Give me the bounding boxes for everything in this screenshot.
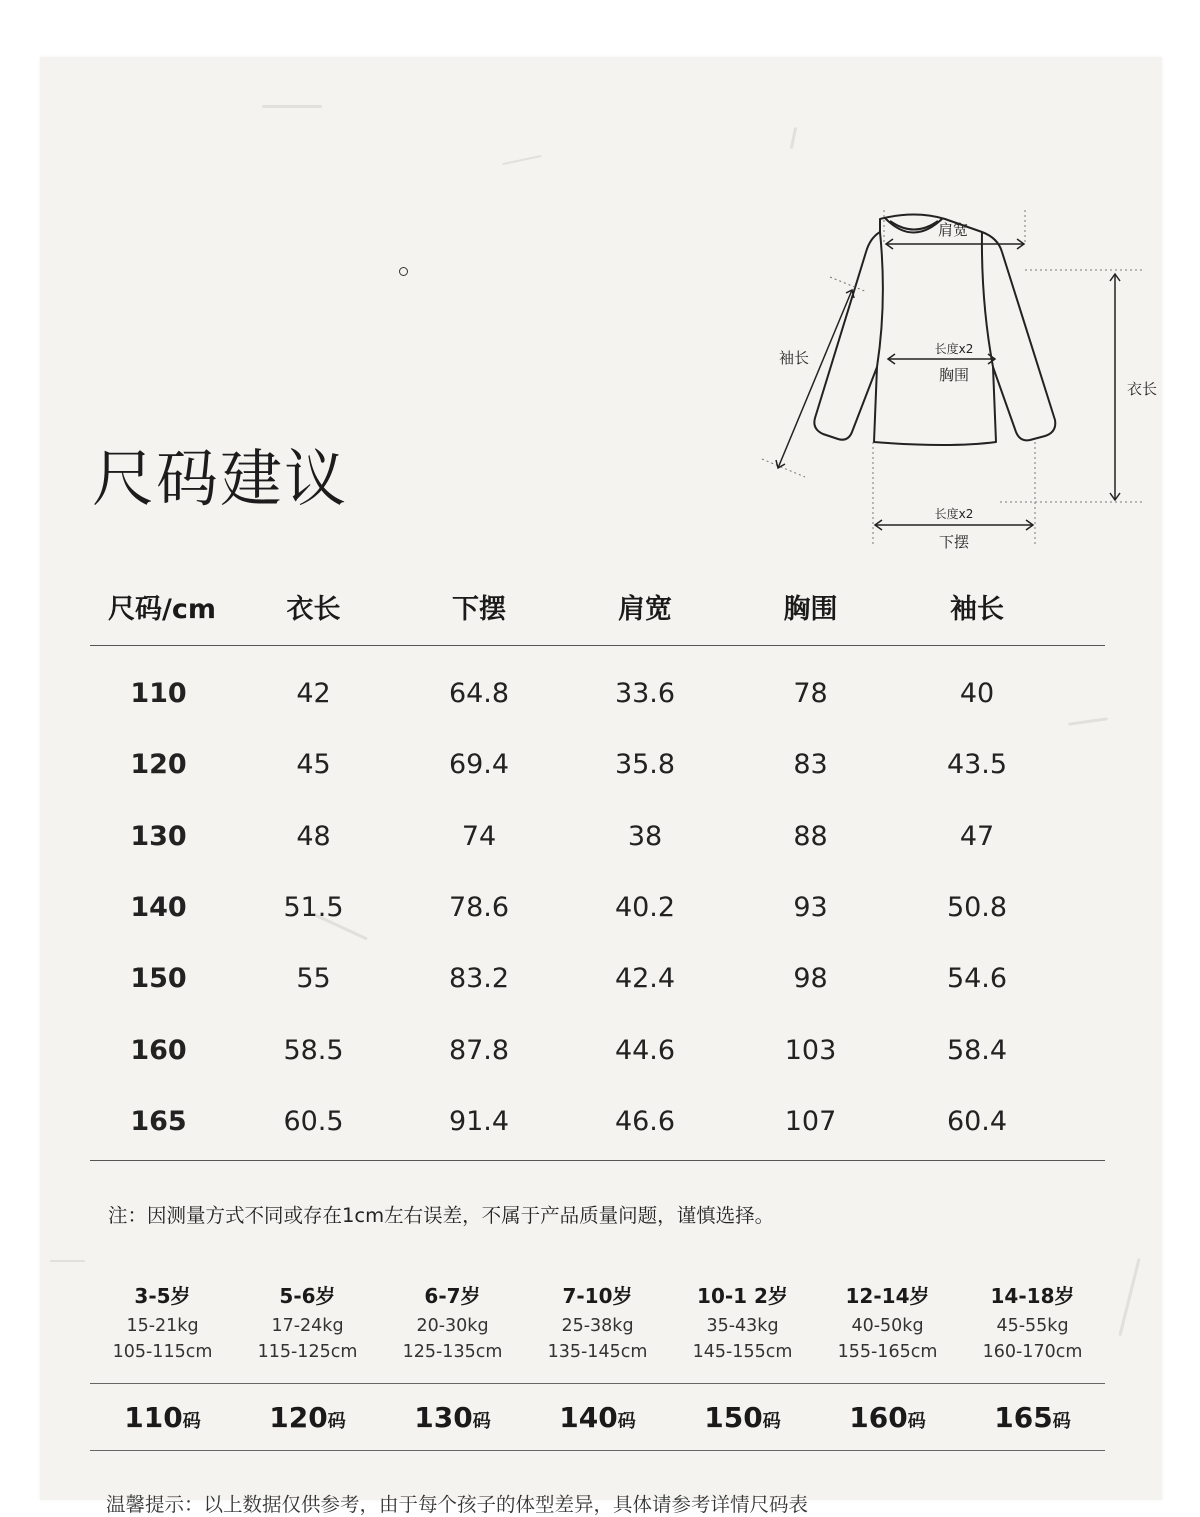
measurement-cell: 33.6 [614,678,676,710]
page-title: 尺码建议 [92,442,349,515]
age-range: 12-14岁 [845,1284,930,1308]
measurement-cell: 83 [793,749,828,781]
paper-fleck [1118,1258,1140,1336]
height-range: 135-145cm [547,1342,648,1362]
paper-fleck [790,127,798,149]
size-cell: 130 [130,820,187,852]
size-table [90,567,1105,1161]
size-code-unit: 码 [617,1410,636,1432]
header-chest: 胸围 [783,593,838,625]
age-size-guide [90,1279,1105,1451]
measurement-cell: 74 [461,820,497,852]
height-range: 145-155cm [692,1342,793,1362]
measurement-cell: 35.8 [614,749,676,781]
size-code-unit: 码 [327,1410,346,1432]
weight-range: 40-50kg [851,1316,924,1336]
measurement-cell: 46.6 [614,1105,676,1137]
age-range: 10-1 2岁 [697,1284,788,1308]
measurement-cell: 93 [793,892,828,924]
diagram-label-length: 衣长 [1126,380,1158,398]
size-code-number: 120 [269,1400,328,1434]
measurement-cell: 40.2 [614,892,676,924]
measurement-cell: 48 [296,820,331,852]
measurement-note: 注：因测量方式不同或存在1cm左右误差，不属于产品质量问题，谨慎选择。 [108,1204,775,1227]
age-column [815,1279,960,1365]
header-hem: 下摆 [452,593,506,625]
measurement-cell: 107 [784,1105,837,1137]
header-size: 尺码/cm [108,593,216,625]
size-code [670,1401,815,1434]
size-code [960,1401,1105,1434]
header-length: 衣长 [286,593,341,625]
diagram-label-chest-note: 长度x2 [934,342,974,356]
measurement-cell: 103 [784,1034,837,1066]
measurement-cell: 51.5 [283,892,344,924]
table-row [90,1014,1105,1085]
measurement-cell: 38 [627,820,663,852]
paper-fleck [262,105,322,108]
size-code-unit: 码 [907,1410,926,1432]
size-guide-sheet [40,57,1162,1516]
measurement-cell: 43.5 [946,749,1008,781]
weight-range: 15-21kg [126,1316,199,1336]
size-table-header [90,567,1105,646]
age-column [90,1279,235,1365]
measurement-cell: 45 [296,749,331,781]
size-table-body [90,646,1105,1157]
weight-range: 45-55kg [996,1316,1069,1336]
measurement-cell: 54.6 [946,963,1008,995]
size-code-unit: 码 [472,1410,491,1432]
age-range: 5-6岁 [279,1284,336,1308]
age-range: 6-7岁 [424,1284,481,1308]
measurement-cell: 44.6 [614,1034,676,1066]
size-cell: 160 [130,1034,187,1066]
measurement-cell: 60.4 [946,1105,1008,1137]
size-code-unit: 码 [1052,1410,1071,1432]
age-column [670,1279,815,1365]
measurement-cell: 50.8 [946,892,1008,924]
measurement-cell: 87.8 [448,1034,510,1066]
header-sleeve: 袖长 [950,593,1004,625]
size-code [380,1401,525,1434]
age-column [235,1279,380,1365]
size-code-number: 150 [704,1400,763,1434]
paper-fleck [50,1260,85,1262]
size-code [235,1401,380,1434]
height-range: 155-165cm [837,1342,938,1362]
measurement-cell: 64.8 [448,678,510,710]
weight-range: 17-24kg [271,1316,344,1336]
table-divider [90,1160,1105,1161]
measurement-cell: 78 [793,678,828,710]
size-code-number: 130 [414,1400,473,1434]
measurement-cell: 40 [959,678,995,710]
size-code-number: 160 [849,1400,908,1434]
size-code [90,1401,235,1434]
diagram-label-hem-note: 长度x2 [934,507,974,521]
size-code-number: 140 [559,1400,618,1434]
diagram-labels [730,152,1158,551]
size-cell: 165 [130,1105,187,1137]
age-range: 7-10岁 [562,1284,633,1308]
diagram-label-sleeve: 袖长 [778,349,810,367]
weight-range: 35-43kg [706,1316,779,1336]
measurement-cell: 47 [959,820,995,852]
table-row [90,801,1105,872]
warm-tip: 温馨提示：以上数据仅供参考，由于每个孩子的体型差异，具体请参考详情尺码表 [106,1493,809,1516]
height-range: 105-115cm [112,1342,213,1362]
measurement-cell: 98 [793,963,828,995]
small-circle-mark [399,267,408,276]
table-row [90,1086,1105,1157]
height-range: 160-170cm [982,1342,1083,1362]
size-code [525,1401,670,1434]
measurement-cell: 42.4 [614,963,676,995]
size-cell: 110 [130,678,187,710]
size-code-unit: 码 [762,1410,781,1432]
size-cell: 120 [130,749,187,781]
age-column [525,1279,670,1365]
size-code-number: 110 [124,1400,183,1434]
size-cell: 140 [130,892,187,924]
measurement-cell: 69.4 [448,749,510,781]
measurement-cell: 58.5 [283,1034,344,1066]
header-shoulder: 肩宽 [618,593,672,625]
sweatshirt-diagram [730,152,1158,551]
measurement-cell: 78.6 [448,892,510,924]
measurement-cell: 42 [296,678,331,710]
diagram-label-chest: 胸围 [938,366,970,384]
size-code-number: 165 [994,1400,1053,1434]
table-row [90,943,1105,1014]
measurement-cell: 91.4 [448,1105,510,1137]
measurement-cell: 60.5 [283,1105,344,1137]
measurement-cell: 83.2 [448,963,510,995]
diagram-label-hem: 下摆 [938,533,970,551]
age-range: 3-5岁 [134,1284,191,1308]
weight-range: 25-38kg [561,1316,634,1336]
size-code [815,1401,960,1434]
diagram-label-shoulder: 肩宽 [937,221,969,239]
measurement-cell: 55 [296,963,331,995]
age-column [960,1279,1105,1365]
size-cell: 150 [130,963,187,995]
size-code-unit: 码 [182,1410,201,1432]
height-range: 125-135cm [402,1342,503,1362]
height-range: 115-125cm [257,1342,358,1362]
table-row [90,658,1105,729]
table-row [90,872,1105,943]
weight-range: 20-30kg [416,1316,489,1336]
measurement-cell: 88 [793,820,828,852]
age-row [90,1279,1105,1365]
paper-fleck [502,155,542,165]
size-code-row [90,1384,1105,1451]
measurement-cell: 58.4 [946,1034,1008,1066]
age-range: 14-18岁 [990,1284,1075,1308]
table-row [90,729,1105,800]
age-column [380,1279,525,1365]
